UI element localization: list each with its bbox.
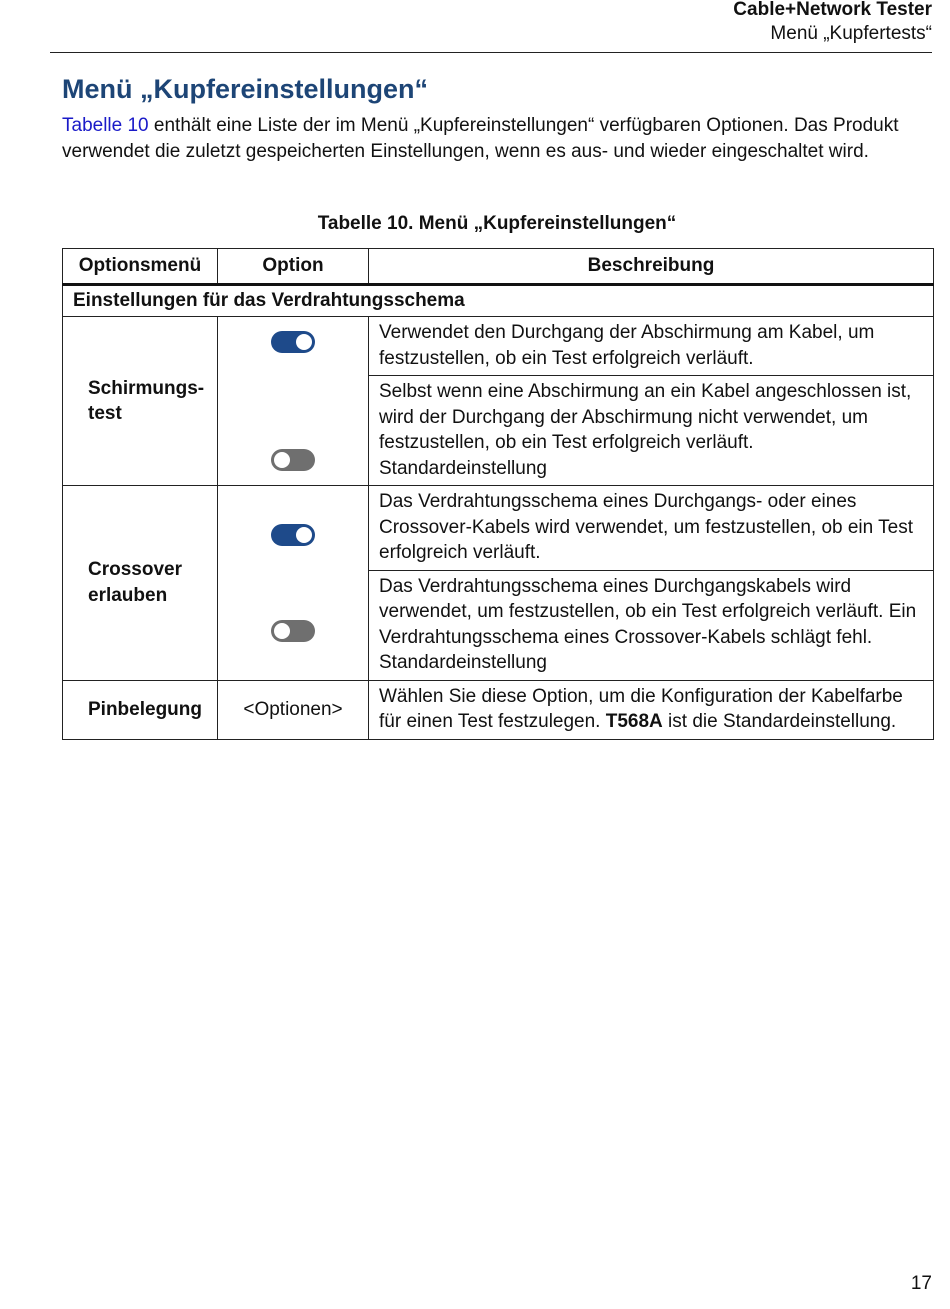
menu-cell-shield-test	[63, 317, 218, 486]
column-header-options-menu: Optionsmenü	[63, 249, 218, 285]
section-heading: Menü „Kupfereinstellungen“	[62, 74, 429, 104]
menu-label-line: Crossover	[88, 559, 182, 581]
page-number: 17	[910, 1273, 932, 1294]
table-section-row	[63, 285, 934, 317]
menu-cell-allow-crossover	[63, 486, 218, 681]
running-header-subtitle: Menü „Kupfertests“	[770, 23, 932, 44]
toggle-knob	[296, 527, 312, 543]
option-cell-allow-crossover	[218, 486, 369, 681]
description-cell: Verwendet den Durchgang der Abschirmung am Kabel, um festzustellen, ob ein Test erfolgreich verläuft.	[369, 317, 934, 376]
running-header-title: Cable+Network Tester	[733, 0, 932, 20]
settings-table	[62, 248, 934, 740]
column-header-option: Option	[218, 249, 369, 285]
option-cell-shield-test	[218, 317, 369, 486]
menu-cell-pin-assignment: Pinbelegung	[63, 680, 218, 739]
description-cell: Das Verdrahtungsschema eines Durchgangs- oder eines Crossover-Kabels wird verwendet, um festzustellen, ob ein Test erfolgreich verläuft.	[369, 486, 934, 571]
intro-text: enthält eine Liste der im Menü „Kupfereinstellungen“ verfügbaren Optionen. Das Produkt verwendet die zuletzt gespeicherten Einstellungen, wenn es aus- und wieder eingeschaltet wird.	[62, 115, 899, 162]
table-row	[63, 486, 934, 571]
description-text: ist die Standardeinstellung.	[662, 711, 897, 732]
intro-paragraph	[62, 113, 922, 164]
toggle-on-icon[interactable]	[271, 331, 315, 353]
table-header-row	[63, 249, 934, 285]
description-text: Wählen Sie diese Option, um die Konfiguration der Kabelfarbe für einen Test festzulegen.	[379, 685, 903, 732]
menu-label-line: erlauben	[88, 584, 168, 606]
toggle-off-icon[interactable]	[271, 449, 315, 471]
toggle-knob	[296, 334, 312, 350]
column-header-description: Beschreibung	[369, 249, 934, 285]
toggle-off-icon[interactable]	[271, 620, 315, 642]
description-cell	[369, 680, 934, 739]
section-row-label: Einstellungen für das Verdrahtungsschema	[63, 285, 934, 317]
option-cell-pin-assignment: <Optionen>	[218, 680, 369, 739]
table-row	[63, 680, 934, 739]
description-cell: Selbst wenn eine Abschirmung an ein Kabel angeschlossen ist, wird der Durchgang der Abschirmung nicht verwendet, um festzustellen, ob ein Test erfolgreich verläuft. Standardeinstellung	[369, 376, 934, 486]
toggle-knob	[274, 452, 290, 468]
table-row	[63, 317, 934, 376]
default-value-t568a: T568A	[605, 711, 663, 732]
header-divider	[50, 52, 932, 53]
menu-label-line: test	[88, 403, 122, 424]
table-caption: Tabelle 10. Menü „Kupfereinstellungen“	[317, 213, 677, 234]
toggle-knob	[274, 623, 290, 639]
toggle-on-icon[interactable]	[271, 524, 315, 546]
description-cell: Das Verdrahtungsschema eines Durchgangskabels wird verwendet, um festzustellen, ob ein Test erfolgreich verläuft. Ein Verdrahtungsschema eines Crossover-Kabels schlägt fehl. Standardeinstellung	[369, 570, 934, 680]
menu-label-line: Schirmungs-	[88, 377, 205, 399]
table-reference-link[interactable]: Tabelle 10	[62, 115, 149, 136]
